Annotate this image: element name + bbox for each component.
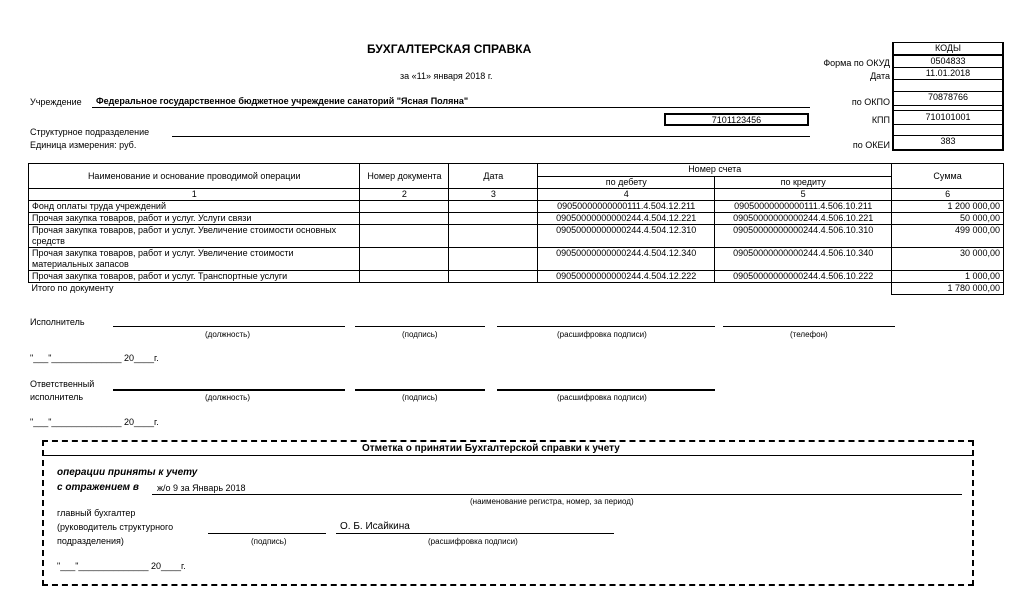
document-title: БУХГАЛТЕРСКАЯ СПРАВКА (367, 42, 532, 56)
codes-blank-1 (894, 80, 1002, 92)
ops-accepted: операции приняты к учету (57, 467, 198, 478)
total-sum: 1 780 000,00 (892, 283, 1004, 295)
colnum-4: 4 (538, 189, 715, 201)
date-value: 11.01.2018 (894, 68, 1002, 80)
row-date (449, 201, 538, 213)
inn-value: 7101123456 (711, 115, 762, 125)
chief-name: О. Б. Исайкина (340, 521, 410, 532)
resp-date-blank: "___"______________ 20____г. (30, 417, 159, 427)
total-label: Итого по документу (29, 283, 892, 295)
inn-box (664, 113, 809, 126)
row-sum: 50 000,00 (892, 213, 1004, 225)
chief-label-2: (руководитель структурного (57, 522, 174, 532)
cap-decoding: (расшифровка подписи) (557, 330, 647, 339)
chief-cap-decoding: (расшифровка подписи) (428, 537, 518, 546)
unit-label: Единица измерения: руб. (30, 140, 137, 150)
executor-label: Исполнитель (30, 317, 85, 327)
row-doc (360, 248, 449, 271)
row-debit: 09050000000000244.4.504.12.221 (538, 213, 715, 225)
codes-blank-3 (894, 125, 1002, 136)
struct-underline (172, 136, 810, 137)
chief-label-3: подразделения) (57, 536, 124, 546)
header-date: Дата (449, 164, 538, 189)
institution-label: Учреждение (30, 97, 82, 107)
header-debit: по дебету (538, 176, 715, 189)
resp-position-line (113, 389, 345, 391)
okpo-value: 70878766 (894, 92, 1002, 106)
colnum-2: 2 (360, 189, 449, 201)
row-credit: 09050000000000244.4.506.10.310 (715, 225, 892, 248)
okei-label: по ОКЕИ (852, 140, 890, 150)
resp-cap-signature: (подпись) (402, 393, 438, 402)
struct-label: Структурное подразделение (30, 127, 150, 137)
row-doc (360, 271, 449, 283)
row-debit: 09050000000000244.4.504.12.222 (538, 271, 715, 283)
resp-cap-position: (должность) (205, 393, 250, 402)
acceptance-title: Отметка о принятии Бухгалтерской справки к учету (362, 443, 620, 454)
row-date (449, 225, 538, 248)
okpo-label: по ОКПО (851, 97, 890, 107)
acceptance-title-underline (44, 455, 972, 456)
codes-title: КОДЫ (894, 43, 1002, 56)
row-credit: 09050000000000244.4.506.10.340 (715, 248, 892, 271)
row-date (449, 213, 538, 225)
table-row (29, 271, 1004, 283)
table-row (29, 248, 1004, 271)
chief-label-1: главный бухгалтер (57, 508, 136, 518)
row-debit: 09050000000000244.4.504.12.310 (538, 225, 715, 248)
row-doc (360, 225, 449, 248)
operations-table (28, 163, 1004, 295)
resp-signature-line (355, 389, 485, 391)
row-date (449, 248, 538, 271)
header-credit: по кредиту (715, 176, 892, 189)
table-row (29, 201, 1004, 213)
chief-signature-line (208, 533, 326, 534)
row-sum: 30 000,00 (892, 248, 1004, 271)
header-account: Номер счета (538, 164, 892, 177)
executor-phone-line (723, 326, 895, 327)
row-sum: 1 000,00 (892, 271, 1004, 283)
institution-underline (92, 107, 810, 108)
institution-value: Федеральное государственное бюджетное учреждение санаторий "Ясная Поляна" (96, 96, 469, 106)
row-name: Прочая закупка товаров, работ и услуг. Услуги связи (29, 213, 360, 225)
chief-cap-signature: (подпись) (251, 537, 287, 546)
row-name: Фонд оплаты труда учреждений (29, 201, 360, 213)
row-name: Прочая закупка товаров, работ и услуг. Транспортные услуги (29, 271, 360, 283)
row-credit: 09050000000000244.4.506.10.222 (715, 271, 892, 283)
colnum-3: 3 (449, 189, 538, 201)
resp-label-2: исполнитель (30, 392, 84, 402)
kpp-value: 710101001 (894, 111, 1002, 125)
row-debit: 09050000000000244.4.504.12.340 (538, 248, 715, 271)
table-row (29, 213, 1004, 225)
row-credit: 09050000000000111.4.506.10.211 (715, 201, 892, 213)
row-name: Прочая закупка товаров, работ и услуг. Увеличение стоимости основных средств (29, 225, 360, 248)
resp-decoding-line (497, 389, 715, 391)
header-sum: Сумма (892, 164, 1004, 189)
row-debit: 09050000000000111.4.504.12.211 (538, 201, 715, 213)
table-row (29, 225, 1004, 248)
colnum-1: 1 (29, 189, 360, 201)
executor-position-line (113, 326, 345, 327)
register-caption: (наименование регистра, номер, за период) (470, 497, 634, 506)
reflect-value: ж/о 9 за Январь 2018 (157, 483, 246, 493)
row-date (449, 271, 538, 283)
acceptance-date-blank: "___"______________ 20____г. (57, 561, 186, 571)
row-doc (360, 213, 449, 225)
kpp-label: КПП (871, 115, 890, 125)
row-name: Прочая закупка товаров, работ и услуг. Увеличение стоимости материальных запасов (29, 248, 360, 271)
row-credit: 09050000000000244.4.506.10.221 (715, 213, 892, 225)
date-label: Дата (870, 71, 890, 81)
row-doc (360, 201, 449, 213)
reflect-underline (152, 494, 962, 495)
row-sum: 499 000,00 (892, 225, 1004, 248)
header-name: Наименование и основание проводимой операции (29, 164, 360, 189)
document-date: за «11» января 2018 г. (400, 71, 493, 81)
executor-date-blank: "___"______________ 20____г. (30, 353, 159, 363)
okud-value: 0504833 (894, 56, 1002, 68)
okud-label: Форма по ОКУД (823, 58, 890, 68)
reflect-label: с отражением в (57, 482, 139, 493)
resp-cap-decoding: (расшифровка подписи) (557, 393, 647, 402)
header-doc: Номер документа (360, 164, 449, 189)
cap-phone: (телефон) (790, 330, 828, 339)
colnum-5: 5 (715, 189, 892, 201)
cap-position: (должность) (205, 330, 250, 339)
colnum-6: 6 (892, 189, 1004, 201)
executor-signature-line (355, 326, 485, 327)
row-sum: 1 200 000,00 (892, 201, 1004, 213)
codes-box (892, 42, 1004, 151)
executor-decoding-line (497, 326, 715, 327)
resp-label-1: Ответственный (30, 379, 95, 389)
cap-signature: (подпись) (402, 330, 438, 339)
okei-value: 383 (940, 136, 956, 146)
chief-decoding-line (336, 533, 614, 534)
total-row (29, 283, 1004, 295)
